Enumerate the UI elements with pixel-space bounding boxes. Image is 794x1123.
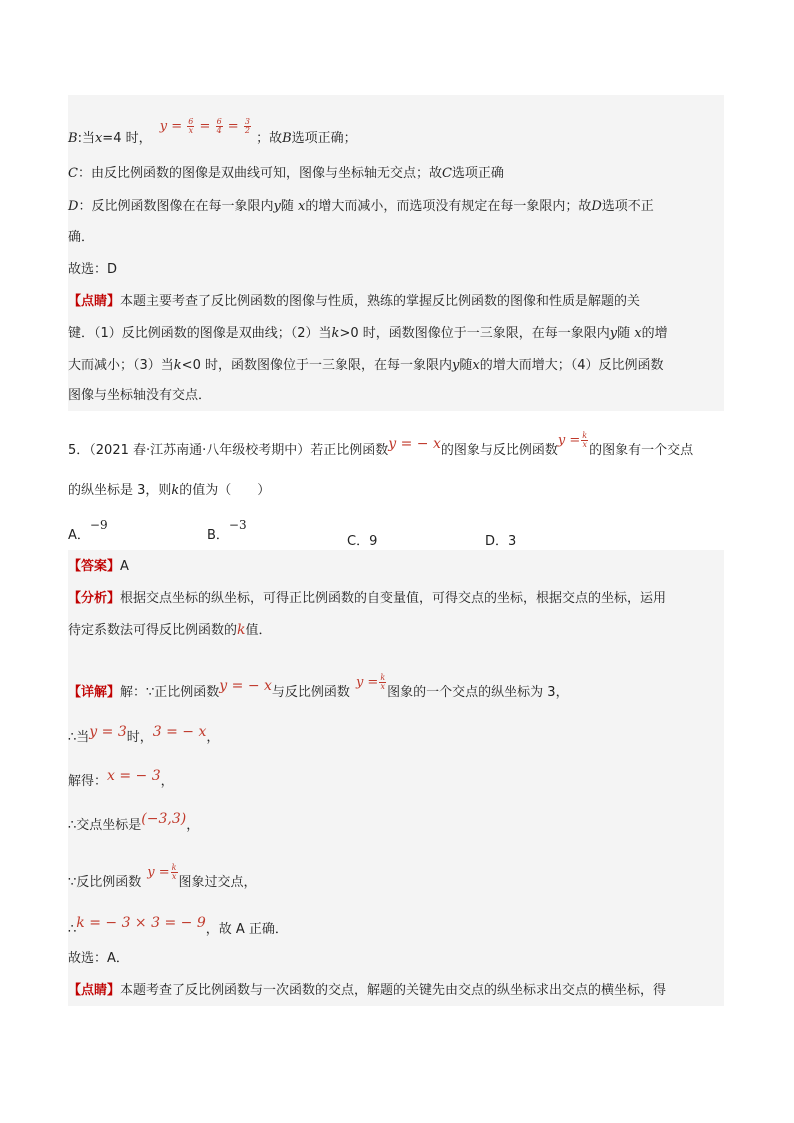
dianjing-tag: 【点睛】 — [68, 294, 121, 309]
text: 与反比例函数 — [271, 685, 350, 700]
text: ：反比例函数图像在在每一象限内 — [78, 199, 274, 214]
text: 的图象有一个交点 — [589, 443, 694, 458]
dianjing-tag: 【点睛】 — [68, 983, 121, 998]
option-label: B． — [207, 528, 229, 543]
formula: (−3,3) — [141, 811, 187, 827]
text: 选项正确 — [451, 166, 504, 181]
text: 的值为（ ） — [179, 483, 271, 498]
option-d-explanation — [68, 198, 654, 216]
step-3 — [68, 768, 174, 791]
option-d — [485, 530, 516, 549]
formula-y-6-over-x — [160, 119, 256, 134]
text: 的增大而减小，而选项没有规定在每一象限内；故 — [305, 199, 592, 214]
text: 键．（1）反比例函数的图像是双曲线；（2）当 — [68, 326, 332, 341]
math-eq: = — [227, 119, 239, 134]
var-k: k — [331, 326, 340, 341]
text: ∴当 — [68, 730, 90, 745]
text: 时， — [126, 730, 153, 745]
option-b — [207, 518, 247, 543]
solution-block — [68, 550, 724, 1006]
frac-den: x — [380, 682, 385, 691]
text: 随 — [617, 326, 631, 341]
text: 本题考查了反比例函数与一次函数的交点，解题的关键先由交点的纵坐标求出交点的横坐标，得 — [120, 983, 667, 998]
text: :当 — [77, 131, 95, 146]
frac-den: x — [582, 440, 587, 449]
text: 解：∵正比例函数 — [120, 685, 220, 700]
analysis-row-1 — [68, 590, 666, 608]
detail-row-1 — [68, 673, 569, 702]
formula-y-k-over-x — [356, 675, 387, 690]
math-y: y = — [557, 433, 581, 448]
formula: x = − 3 — [107, 768, 161, 784]
option-value: 3 — [508, 534, 517, 549]
dianjing-line-4 — [68, 387, 211, 405]
text: ∴交点坐标是 — [68, 818, 142, 833]
answer-row — [68, 558, 129, 576]
dianjing-line-3 — [68, 357, 663, 375]
final-answer — [68, 950, 129, 968]
var-y: y — [451, 358, 460, 373]
math-y: y — [159, 119, 168, 134]
step-6 — [68, 915, 288, 939]
text: 本题主要考查了反比例函数的图像与性质，熟练的掌握反比例函数的图像和性质是解题的关 — [120, 294, 641, 309]
text: ，故 A 正确． — [205, 922, 288, 937]
option-value: 9 — [369, 534, 378, 549]
frac-den: x — [188, 126, 194, 135]
text: ；故 — [256, 131, 283, 146]
text: ∴ — [68, 922, 77, 937]
frac-num: k — [582, 431, 588, 440]
option-c — [347, 530, 377, 549]
option-letter: C — [441, 166, 452, 181]
var-k: k — [237, 622, 246, 638]
option-a — [68, 518, 108, 543]
option-value: −3 — [228, 518, 247, 532]
var-y: y — [609, 326, 618, 341]
frac-den: 4 — [216, 126, 222, 135]
text: 解得： — [68, 774, 108, 789]
formula-y-neg-x: y = − x — [219, 678, 272, 694]
frac-num: 6 — [188, 117, 194, 126]
analysis-row-2 — [68, 621, 272, 640]
text: ， — [186, 818, 200, 833]
option-label: A． — [68, 528, 90, 543]
answer-value: A — [120, 559, 129, 574]
answer-line — [68, 261, 117, 279]
option-letter: D — [591, 199, 602, 214]
step-4 — [68, 811, 200, 835]
text: 随 — [280, 199, 294, 214]
analysis-tag: 【分析】 — [68, 591, 121, 606]
frac-den: x — [171, 872, 177, 881]
frac-num: k — [380, 673, 386, 682]
math-y: y = — [147, 865, 170, 880]
text: 根据交点坐标的纵坐标，可得正比例函数的自变量值，可得交点的坐标，根据交点的坐标，运用 — [120, 591, 667, 606]
option-d-explanation-cont — [68, 229, 94, 247]
text: 的增大而增大；（4）反比例函数 — [479, 358, 664, 373]
var-y: y — [273, 199, 281, 214]
option-b-explanation — [68, 117, 357, 148]
detail-tag: 【详解】 — [68, 685, 121, 700]
step-5 — [68, 863, 257, 892]
var-x: x — [634, 326, 642, 341]
question-5-line-1 — [68, 431, 694, 460]
var-k: k — [173, 358, 182, 373]
text: 故选：D — [68, 262, 118, 277]
frac-num: 3 — [244, 117, 250, 126]
formula-y-k-over-x — [558, 433, 589, 448]
var-x: x — [472, 358, 480, 373]
dianjing-line-2 — [68, 325, 668, 343]
text: 的增 — [641, 326, 668, 341]
formula: 3 = − x — [152, 724, 207, 740]
step-2 — [68, 724, 220, 747]
frac-den: 2 — [244, 126, 250, 135]
text: ∵反比例函数 — [68, 875, 142, 890]
option-label: D． — [485, 534, 509, 549]
solution-block-previous — [68, 95, 724, 411]
text: ， — [160, 774, 174, 789]
text: 的图象与反比例函数 — [440, 443, 558, 458]
text: 故选：A． — [68, 951, 129, 966]
text: 图象过交点， — [178, 875, 257, 890]
answer-tag: 【答案】 — [68, 559, 121, 574]
option-letter-d: D — [68, 199, 79, 214]
option-letter-b: B — [68, 131, 78, 146]
option-letter: B — [282, 131, 292, 146]
math-y: y = — [355, 675, 379, 690]
text: 大而减小；（3）当 — [68, 358, 174, 373]
frac-num: k — [171, 863, 177, 872]
question-5-line-2 — [68, 482, 270, 500]
math-eq: = — [171, 119, 183, 134]
text: 选项正确； — [291, 131, 357, 146]
text: 的纵坐标是 3，则 — [68, 483, 172, 498]
formula: k = − 3 × 3 = − 9 — [76, 915, 206, 931]
formula: y = 3 — [89, 724, 127, 740]
frac-num: 6 — [216, 117, 222, 126]
text: 值． — [245, 623, 272, 638]
var-k: k — [171, 483, 180, 498]
var-x: x — [94, 131, 103, 146]
option-letter-c: C — [68, 166, 78, 181]
dianjing-row — [68, 982, 666, 1000]
text: 图像与坐标轴没有交点． — [68, 388, 212, 403]
text: ， — [206, 730, 220, 745]
var-x: x — [297, 199, 306, 214]
text: =4 时， — [102, 131, 152, 146]
option-value: −9 — [89, 518, 108, 532]
text: 待定系数法可得反比例函数的 — [68, 623, 238, 638]
dianjing-line-1 — [68, 293, 640, 311]
formula-y-k-over-x — [147, 865, 178, 880]
text: <0 时，函数图像位于一三象限，在每一象限内 — [181, 358, 452, 373]
formula-y-neg-x: y = − x — [388, 436, 441, 452]
option-label: C． — [347, 534, 370, 549]
text: ：由反比例函数的图像是双曲线可知，图像与坐标轴无交点；故 — [77, 166, 442, 181]
text: 随 — [459, 358, 473, 373]
text: 图象的一个交点的纵坐标为 3， — [387, 685, 569, 700]
question-source: 5．（2021 春·江苏南通·八年级校考期中）若正比例函数 — [68, 443, 389, 458]
text: 确． — [68, 230, 95, 245]
text: 选项不正 — [601, 199, 654, 214]
text: >0 时，函数图像位于一三象限，在每一象限内 — [339, 326, 610, 341]
option-c-explanation — [68, 165, 504, 183]
math-eq: = — [199, 119, 211, 134]
